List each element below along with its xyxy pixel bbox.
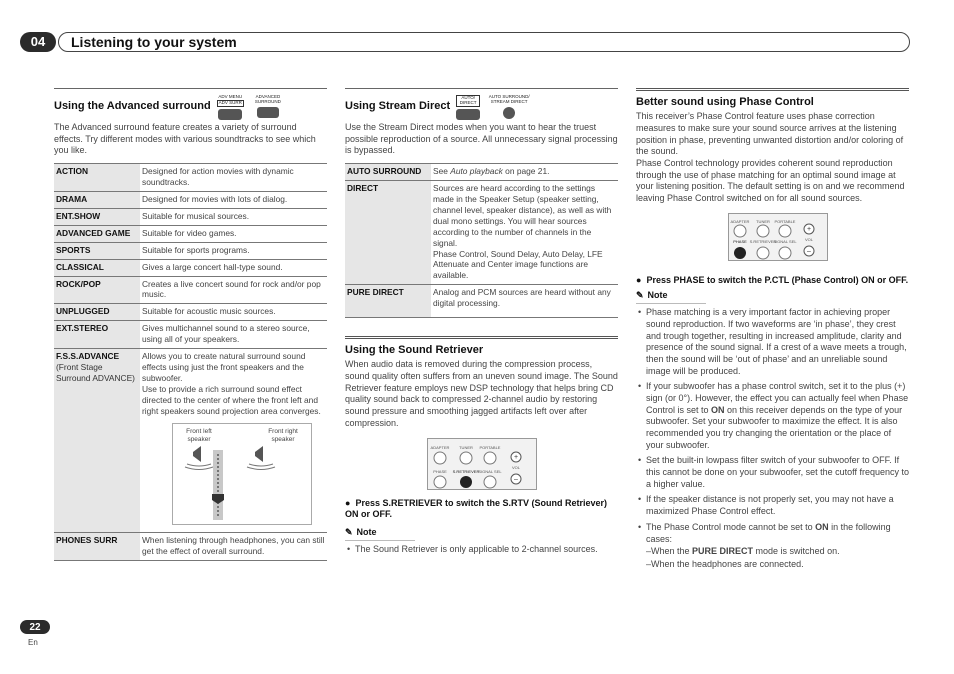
list-item: • If the speaker distance is not properly set, you may not have a maximized Phase Control effect. [636, 494, 909, 517]
section-title: Using the Advanced surround [54, 100, 211, 112]
intro-paragraph: Use the Stream Direct modes when you want to hear the truest possible reproduction of a source. All unnecessary signal processing is bypassed. [345, 122, 618, 156]
mode-name: DRAMA [54, 191, 140, 208]
auto-direct-button-figure [456, 95, 480, 120]
mode-name: ENT.SHOW [54, 208, 140, 225]
svg-text:S.RETRIEVER: S.RETRIEVER [452, 468, 479, 474]
svg-text:+: + [513, 453, 518, 461]
svg-text:VOL: VOL [511, 464, 520, 470]
note-header [345, 527, 415, 541]
mode-description-2: Use to provide a rich surround sound effect directed to the center of where the front left and right speakers sound projection area converges. [142, 383, 321, 416]
mode-name-cell [54, 532, 140, 560]
note-header [636, 290, 706, 304]
table-row [54, 191, 327, 208]
stream-direct-button-figure [488, 95, 530, 119]
mode-description: Suitable for musical sources. [140, 208, 327, 225]
note-list [345, 544, 618, 556]
mode-subname: (Front Stage Surround ADVANCE) [56, 362, 135, 383]
mode-description-cell [140, 349, 327, 533]
mode-description: Sources are heard according to the settings made in the Speaker Setup (speaker setting, channel level, speaker distance), as well as with dual mono settings. You will hear sources according to the number of channels in the signal. [433, 182, 612, 248]
svg-text:S.RETRIEVER: S.RETRIEVER [749, 238, 777, 244]
note-label: Note [647, 290, 668, 301]
svg-text:SIGNAL SEL: SIGNAL SEL [477, 468, 502, 474]
note-list [636, 307, 909, 545]
mode-name: AUTO SURROUND [345, 164, 431, 181]
page-title: Listening to your system [71, 33, 237, 50]
on-keyword: ON [815, 521, 829, 532]
svg-text:TUNER: TUNER [756, 218, 770, 224]
panel-button-icon [503, 107, 515, 119]
mode-description: Designed for movies with lots of dialog. [140, 191, 327, 208]
svg-text:ADAPTER: ADAPTER [730, 218, 750, 224]
svg-text:PORTABLE: PORTABLE [774, 218, 796, 224]
mode-name: EXT.STEREO [54, 321, 140, 349]
mode-description: When listening through headphones, you can still get the effect of overall surround. [140, 532, 327, 560]
on-keyword: ON [711, 404, 725, 415]
svg-text:–: – [513, 475, 518, 483]
svg-text:SIGNAL SEL: SIGNAL SEL [773, 238, 797, 244]
list-item: • The Sound Retriever is only applicable to 2-channel sources. [345, 544, 618, 556]
table-row [345, 164, 618, 181]
svg-text:ADAPTER: ADAPTER [430, 444, 449, 450]
remote-illustration [427, 438, 537, 490]
left-speaker-icon [185, 446, 213, 470]
step-text: Press S.RETRIEVER to switch the S.RTV (Sound Retriever) ON or OFF. [345, 497, 607, 520]
remote-control-icon [729, 214, 829, 262]
phase-control-section [636, 88, 909, 577]
table-row [54, 164, 327, 192]
mode-name: ROCK/POP [54, 276, 140, 304]
stream-mode-table [345, 163, 618, 318]
table-row [54, 304, 327, 321]
front-left-speaker-label: Front left speaker [186, 427, 212, 444]
table-row [54, 532, 327, 560]
advanced-mode-table [54, 163, 327, 560]
adv-surr-button-figure [217, 95, 244, 120]
section-header [54, 88, 327, 122]
chapter-number: 04 [30, 33, 46, 49]
table-row [54, 276, 327, 304]
bullet-icon: ● [345, 497, 356, 508]
bullet-icon: ● [636, 274, 647, 285]
adv-surr-label: ADV SURR [218, 99, 242, 105]
front-right-speaker-label: Front right speaker [268, 427, 298, 444]
right-speaker-icon [247, 446, 275, 470]
table-row [54, 242, 327, 259]
note-icon: ✎ [636, 290, 644, 301]
list-item: • Phase matching is a very important factor in achieving proper sound reproduction. If two waveforms are ‘in phase’, they crest and trough together, resulting in increased amplitude, clarity and presence of the sound signal. If a crest of a wave meets a trough, then the sound will be ‘out of phase’ and an unreliable sound image will be produced. [636, 307, 909, 377]
mode-name: CLASSICAL [54, 259, 140, 276]
mode-description: Gives a large concert hall-type sound. [140, 259, 327, 276]
mode-name-cell [54, 349, 140, 533]
mode-description-2: Phase Control, Sound Delay, Auto Delay, LFE Attenuate and Center image functions are available. [433, 248, 603, 281]
note-text-2: in the following cases: [646, 521, 891, 544]
svg-text:PHASE: PHASE [432, 468, 447, 474]
note-label: Note [356, 526, 377, 537]
mode-name: F.S.S.ADVANCE [56, 351, 120, 362]
stream-direct-section [345, 88, 618, 559]
table-row [54, 225, 327, 242]
mode-description: Gives multichannel sound to a stereo source, using all of your speakers. [140, 321, 327, 349]
advanced-surround-button-figure [252, 95, 284, 118]
mode-description: Suitable for acoustic music sources. [140, 304, 327, 321]
svg-text:VOL: VOL [804, 236, 814, 242]
advanced-surround-label: ADVANCED SURROUND [254, 94, 281, 104]
mode-name: ACTION [54, 164, 140, 192]
mode-name: ADVANCED GAME [54, 225, 140, 242]
section-header [345, 88, 618, 122]
pure-direct-keyword: PURE DIRECT [692, 546, 754, 557]
svg-text:TUNER: TUNER [458, 444, 473, 450]
mode-name: UNPLUGGED [54, 304, 140, 321]
mode-name: PHONES SURR [56, 534, 118, 545]
table-row [345, 285, 618, 318]
remote-button-icon [456, 109, 480, 120]
speaker-diagram [172, 423, 312, 525]
mode-description-cell [431, 164, 618, 181]
sound-retriever-section [345, 336, 618, 555]
note-text: The Phase Control mode cannot be set to [646, 521, 816, 532]
chapter-badge [20, 32, 56, 52]
see-text: See [433, 166, 451, 177]
table-row [54, 321, 327, 349]
table-row [54, 349, 327, 533]
section-title: Better sound using Phase Control [636, 96, 814, 108]
list-item [636, 381, 909, 451]
dash-item: –When the headphones are connected. [646, 558, 804, 569]
panel-button-icon [257, 107, 279, 118]
auto-surround-stream-direct-label: AUTO SURROUND/ STREAM DIRECT [488, 94, 530, 104]
advanced-surround-section [54, 88, 327, 561]
instruction-step [345, 498, 618, 521]
mode-description: Analog and PCM sources are heard without any digital processing. [431, 285, 618, 318]
note-text-2: on this receiver depends on the type of your subwoofer. Set your subwoofer to maximize the effect. It is also recommended you try changing the orientation or the place of your subwoofer. [646, 404, 903, 450]
mode-name: SPORTS [54, 242, 140, 259]
mode-description: Suitable for video games. [140, 225, 327, 242]
page-tail: on page 21. [502, 166, 550, 177]
mode-name: PURE DIRECT [345, 285, 431, 318]
page-reference: Auto playback [450, 166, 503, 177]
mode-description: Suitable for sports programs. [140, 242, 327, 259]
chapter-header [58, 32, 910, 52]
table-row [54, 259, 327, 276]
table-row [54, 208, 327, 225]
list-item [636, 522, 909, 545]
remote-illustration [728, 213, 828, 261]
table-row [345, 180, 618, 284]
dash-text: –When the [646, 546, 693, 557]
dash-text-2: mode is switched on. [753, 546, 840, 557]
svg-text:–: – [807, 247, 811, 255]
note-text: If your subwoofer has a phase control switch, set it to the plus (+) sign (or 0°). However, the effect you can actually feel when Phase Control is set to [646, 381, 909, 415]
step-text: Press PHASE to switch the P.CTL (Phase Control) ON or OFF. [646, 274, 909, 285]
remote-control-icon [428, 439, 538, 491]
auto-direct-label: AUTO/ DIRECT [456, 95, 480, 107]
svg-text:PHASE: PHASE [733, 238, 747, 244]
language-code: En [28, 638, 38, 647]
button-illustration [217, 95, 284, 120]
adv-menu-label: ADV MENU [218, 94, 243, 99]
mode-name: DIRECT [345, 180, 431, 284]
body-paragraph: Phase Control technology provides coherent sound reproduction through the use of phase matching for an optimal sound image at your listening position. The default setting is on and we recommend leaving Phase Control switched on for all sound sources. [636, 158, 905, 204]
mode-description: Allows you to create natural surround sound effects using just the front speakers and the subwoofer. [142, 351, 306, 383]
instruction-step [636, 275, 909, 287]
svg-text:+: + [806, 225, 812, 233]
note-icon: ✎ [345, 526, 353, 537]
mode-description-cell [431, 180, 618, 284]
dash-item [636, 546, 909, 558]
page-number-badge [20, 620, 50, 634]
svg-text:PORTABLE: PORTABLE [479, 444, 500, 450]
remote-button-icon [218, 109, 242, 120]
intro-paragraph: When audio data is removed during the compression process, sound quality often suffers from an uneven sound image. The Sound Retriever feature employs new DSP technology that helps bring CD quality sound back to compressed 2-channel audio by restoring sound pressure and smoothing jagged artifacts left over after compression. [345, 359, 618, 428]
speaker-diagram-icon [173, 424, 313, 526]
mode-description: Creates a live concert sound for rock and/or pop music. [140, 276, 327, 304]
mode-description: Designed for action movies with dynamic soundtracks. [140, 164, 327, 192]
intro-paragraph: This receiver’s Phase Control feature uses phase correction measures to make sure your sound source arrives at the listening position in phase, preventing unwanted distortion and/or coloring of the sound. [636, 111, 904, 157]
page-number: 22 [29, 621, 41, 633]
button-illustration [456, 95, 530, 120]
list-item: • Set the built-in lowpass filter switch of your subwoofer to OFF. If this cannot be done on your subwoofer, set the cutoff frequency to a higher value. [636, 455, 909, 490]
section-title: Using Stream Direct [345, 100, 451, 112]
section-header [636, 88, 909, 109]
intro-paragraph: The Advanced surround feature creates a variety of surround effects. Try different modes with various soundtracks to see which you like. [54, 122, 316, 156]
section-title: Using the Sound Retriever [345, 344, 484, 357]
